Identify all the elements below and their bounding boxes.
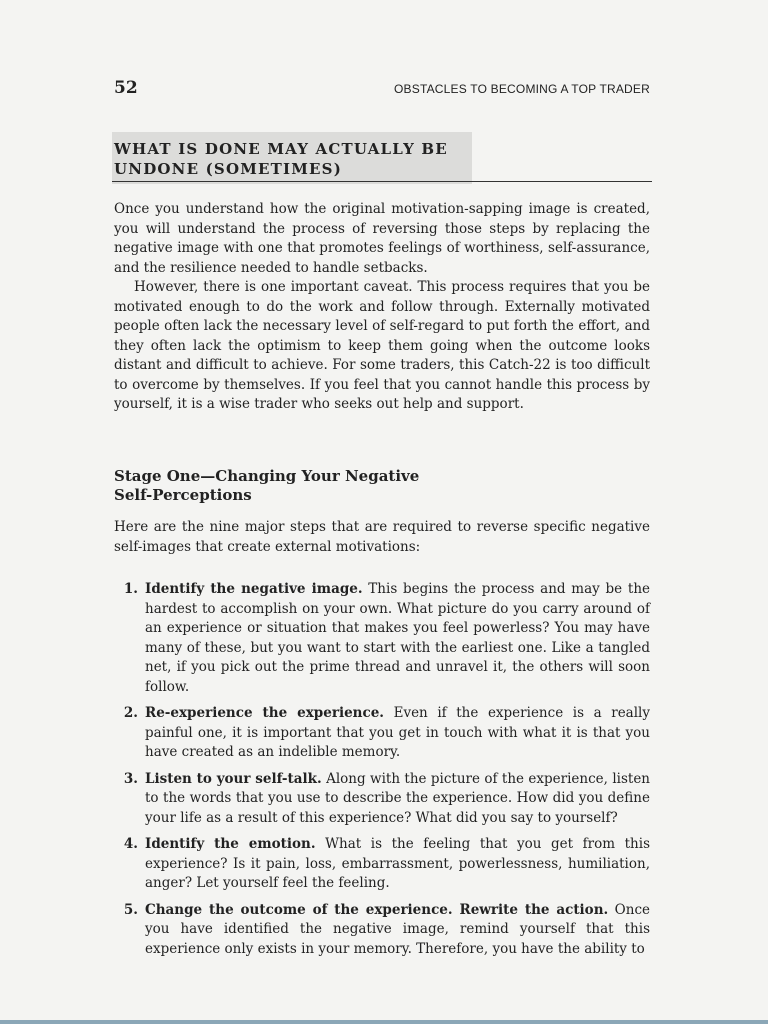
subsection-title-line-2: Self-Perceptions [114,486,252,504]
paragraph-1: Once you understand how the original motivation-sapping image is created, you will understand the process of reversing those steps by replacing the negative image with one that promotes feelings of worthiness, self-assurance, and the resilience needed to handle setbacks. [114,201,650,276]
step-lead: Identify the emotion. [145,836,316,852]
step-text: Once you have identified the negative image, remind yourself that this experience only exists in your memory. Therefore, you have the ability to [145,901,650,957]
step-text: What is the feeling that you get from this experience? Is it pain, loss, embarrassment, powerlessness, humiliation, anger? Let yourself feel the feeling. [145,836,650,891]
list-item [114,704,650,763]
page-number: 52 [114,78,138,98]
list-item [114,770,650,829]
section-title-line-2: UNDONE (SOMETIMES) [114,160,343,178]
step-number: 1. [123,581,138,597]
subsection-title-line-1: Stage One—Changing Your Negative [114,467,420,485]
step-number: 2. [123,705,138,721]
step-text: Along with the picture of the experience, listen to the words that you use to describe the experience. How did you define your life as a result of this experience? What did you say to yourself? [145,770,651,826]
step-lead: Listen to your self-talk. [145,770,322,787]
step-lead: Change the outcome of the experience. Rewrite the action. [145,901,609,918]
step-lead: Re-experience the experience. [145,705,384,721]
step-lead: Identify the negative image. [145,581,363,597]
running-head: OBSTACLES TO BECOMING A TOP TRADER [394,82,650,96]
steps-list [114,580,650,966]
section-rule [112,181,652,182]
list-item [114,835,650,894]
footer-bar [0,1020,768,1024]
step-number: 3. [123,770,138,787]
subsection-intro: Here are the nine major steps that are required to reverse specific negative self-images that create external motivations: [114,519,650,555]
step-number: 5. [123,901,138,918]
step-number: 4. [123,836,138,852]
section-title [114,139,474,179]
subsection-title [114,467,514,505]
section-title-line-1: WHAT IS DONE MAY ACTUALLY BE [114,140,448,158]
step-text: Even if the experience is a really painful one, it is important that you get in touch with what it is that you have created as an indelible memory. [145,705,650,760]
list-item [114,901,650,960]
list-item [114,580,650,697]
paragraph-2: However, there is one important caveat. This process requires that you be motivated enough to do the work and follow through. Externally motivated people often lack the necessary level of self-regard to put forth the effort, and they often lack the optimism to keep them going when the outcome looks distant and difficult to achieve. For some traders, this Catch-22 is too difficult to overcome by themselves. If you feel that you cannot handle this process by yourself, it is a wise trader who seeks out help and support. [114,279,650,412]
step-text: This begins the process and may be the hardest to accomplish on your own. What picture do you carry around of an experience or situation that makes you feel powerless? You may have many of these, but you want to start with the earliest one. Like a tangled net, if you pick out the prime thread and unravel it, the others will soon follow. [145,581,651,695]
